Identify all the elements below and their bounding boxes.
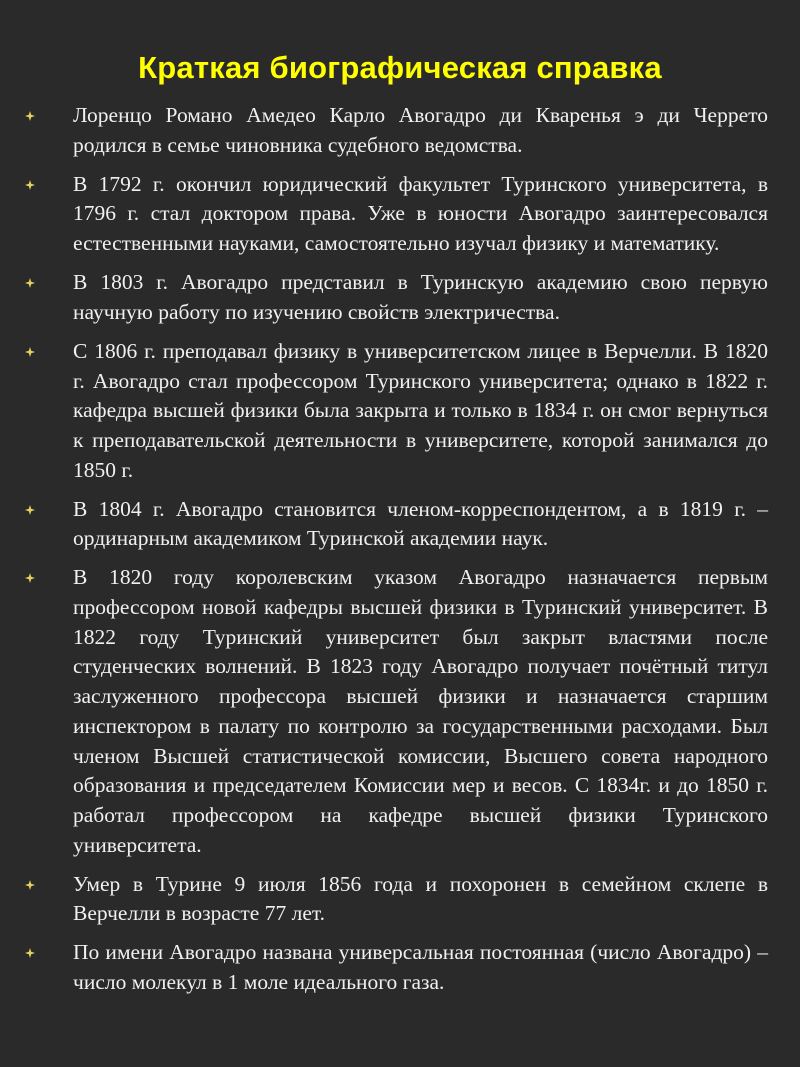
bullet-item bbox=[0, 495, 800, 554]
bullet-item bbox=[0, 870, 800, 929]
diamond-bullet-icon bbox=[25, 573, 35, 583]
diamond-bullet-icon bbox=[25, 278, 35, 288]
bullet-item bbox=[0, 938, 800, 997]
bullet-text: В 1820 году королевским указом Авогадро назначается первым профессором новой кафедры высшей физики в Туринский университет. В 1822 году Туринский университет был закрыт властями после студенческих волнений. В 1823 году Авогадро получает почётный титул заслуженного профессора высшей физики и назначается старшим инспектором в палату по контролю за государственными расходами. Был членом Высшей статистической комиссии, Высшего совета народного образования и председателем Комиссии мер и весов. С 1834г. и до 1850 г. работал профессором на кафедре высшей физики Туринского университета. bbox=[73, 565, 768, 857]
diamond-bullet-icon bbox=[25, 880, 35, 890]
bullet-list bbox=[0, 101, 800, 1007]
diamond-bullet-icon bbox=[25, 948, 35, 958]
diamond-bullet-icon bbox=[25, 347, 35, 357]
bullet-item bbox=[0, 268, 800, 327]
bullet-item bbox=[0, 563, 800, 860]
diamond-bullet-icon bbox=[25, 111, 35, 121]
bullet-text: С 1806 г. преподавал физику в университетском лицее в Верчелли. В 1820 г. Авогадро стал профессором Туринского университета; однако в 1822 г. кафедра высшей физики была закрыта и только в 1834 г. он смог вернуться к преподавательской деятельности в университете, которой занимался до 1850 г. bbox=[73, 338, 768, 482]
bullet-text: Лоренцо Романо Амедео Карло Авогадро ди Кваренья э ди Черрето родился в семье чиновника судебного ведомства. bbox=[73, 103, 768, 157]
bullet-text: Умер в Турине 9 июля 1856 года и похоронен в семейном склепе в Верчелли в возрасте 77 лет. bbox=[73, 871, 768, 926]
bullet-item bbox=[0, 337, 800, 486]
bullet-text: В 1792 г. окончил юридический факультет Туринского университета, в 1796 г. стал доктором права. Уже в юности Авогадро заинтересовался естественными науками, самостоятельно изучал физику и математику. bbox=[73, 171, 768, 256]
diamond-bullet-icon bbox=[25, 505, 35, 515]
bullet-item bbox=[0, 101, 800, 160]
bullet-text: В 1804 г. Авогадро становится членом-корреспондентом, а в 1819 г. – ординарным академиком Туринской академии наук. bbox=[73, 496, 768, 551]
diamond-bullet-icon bbox=[25, 180, 35, 190]
slide-title: Краткая биографическая справка bbox=[138, 50, 662, 85]
bullet-text: В 1803 г. Авогадро представил в Туринскую академию свою первую научную работу по изучению свойств электричества. bbox=[73, 270, 768, 324]
bullet-text: По имени Авогадро названа универсальная постоянная (число Авогадро) – число молекул в 1 моле идеального газа. bbox=[73, 940, 768, 995]
bullet-item bbox=[0, 170, 800, 259]
